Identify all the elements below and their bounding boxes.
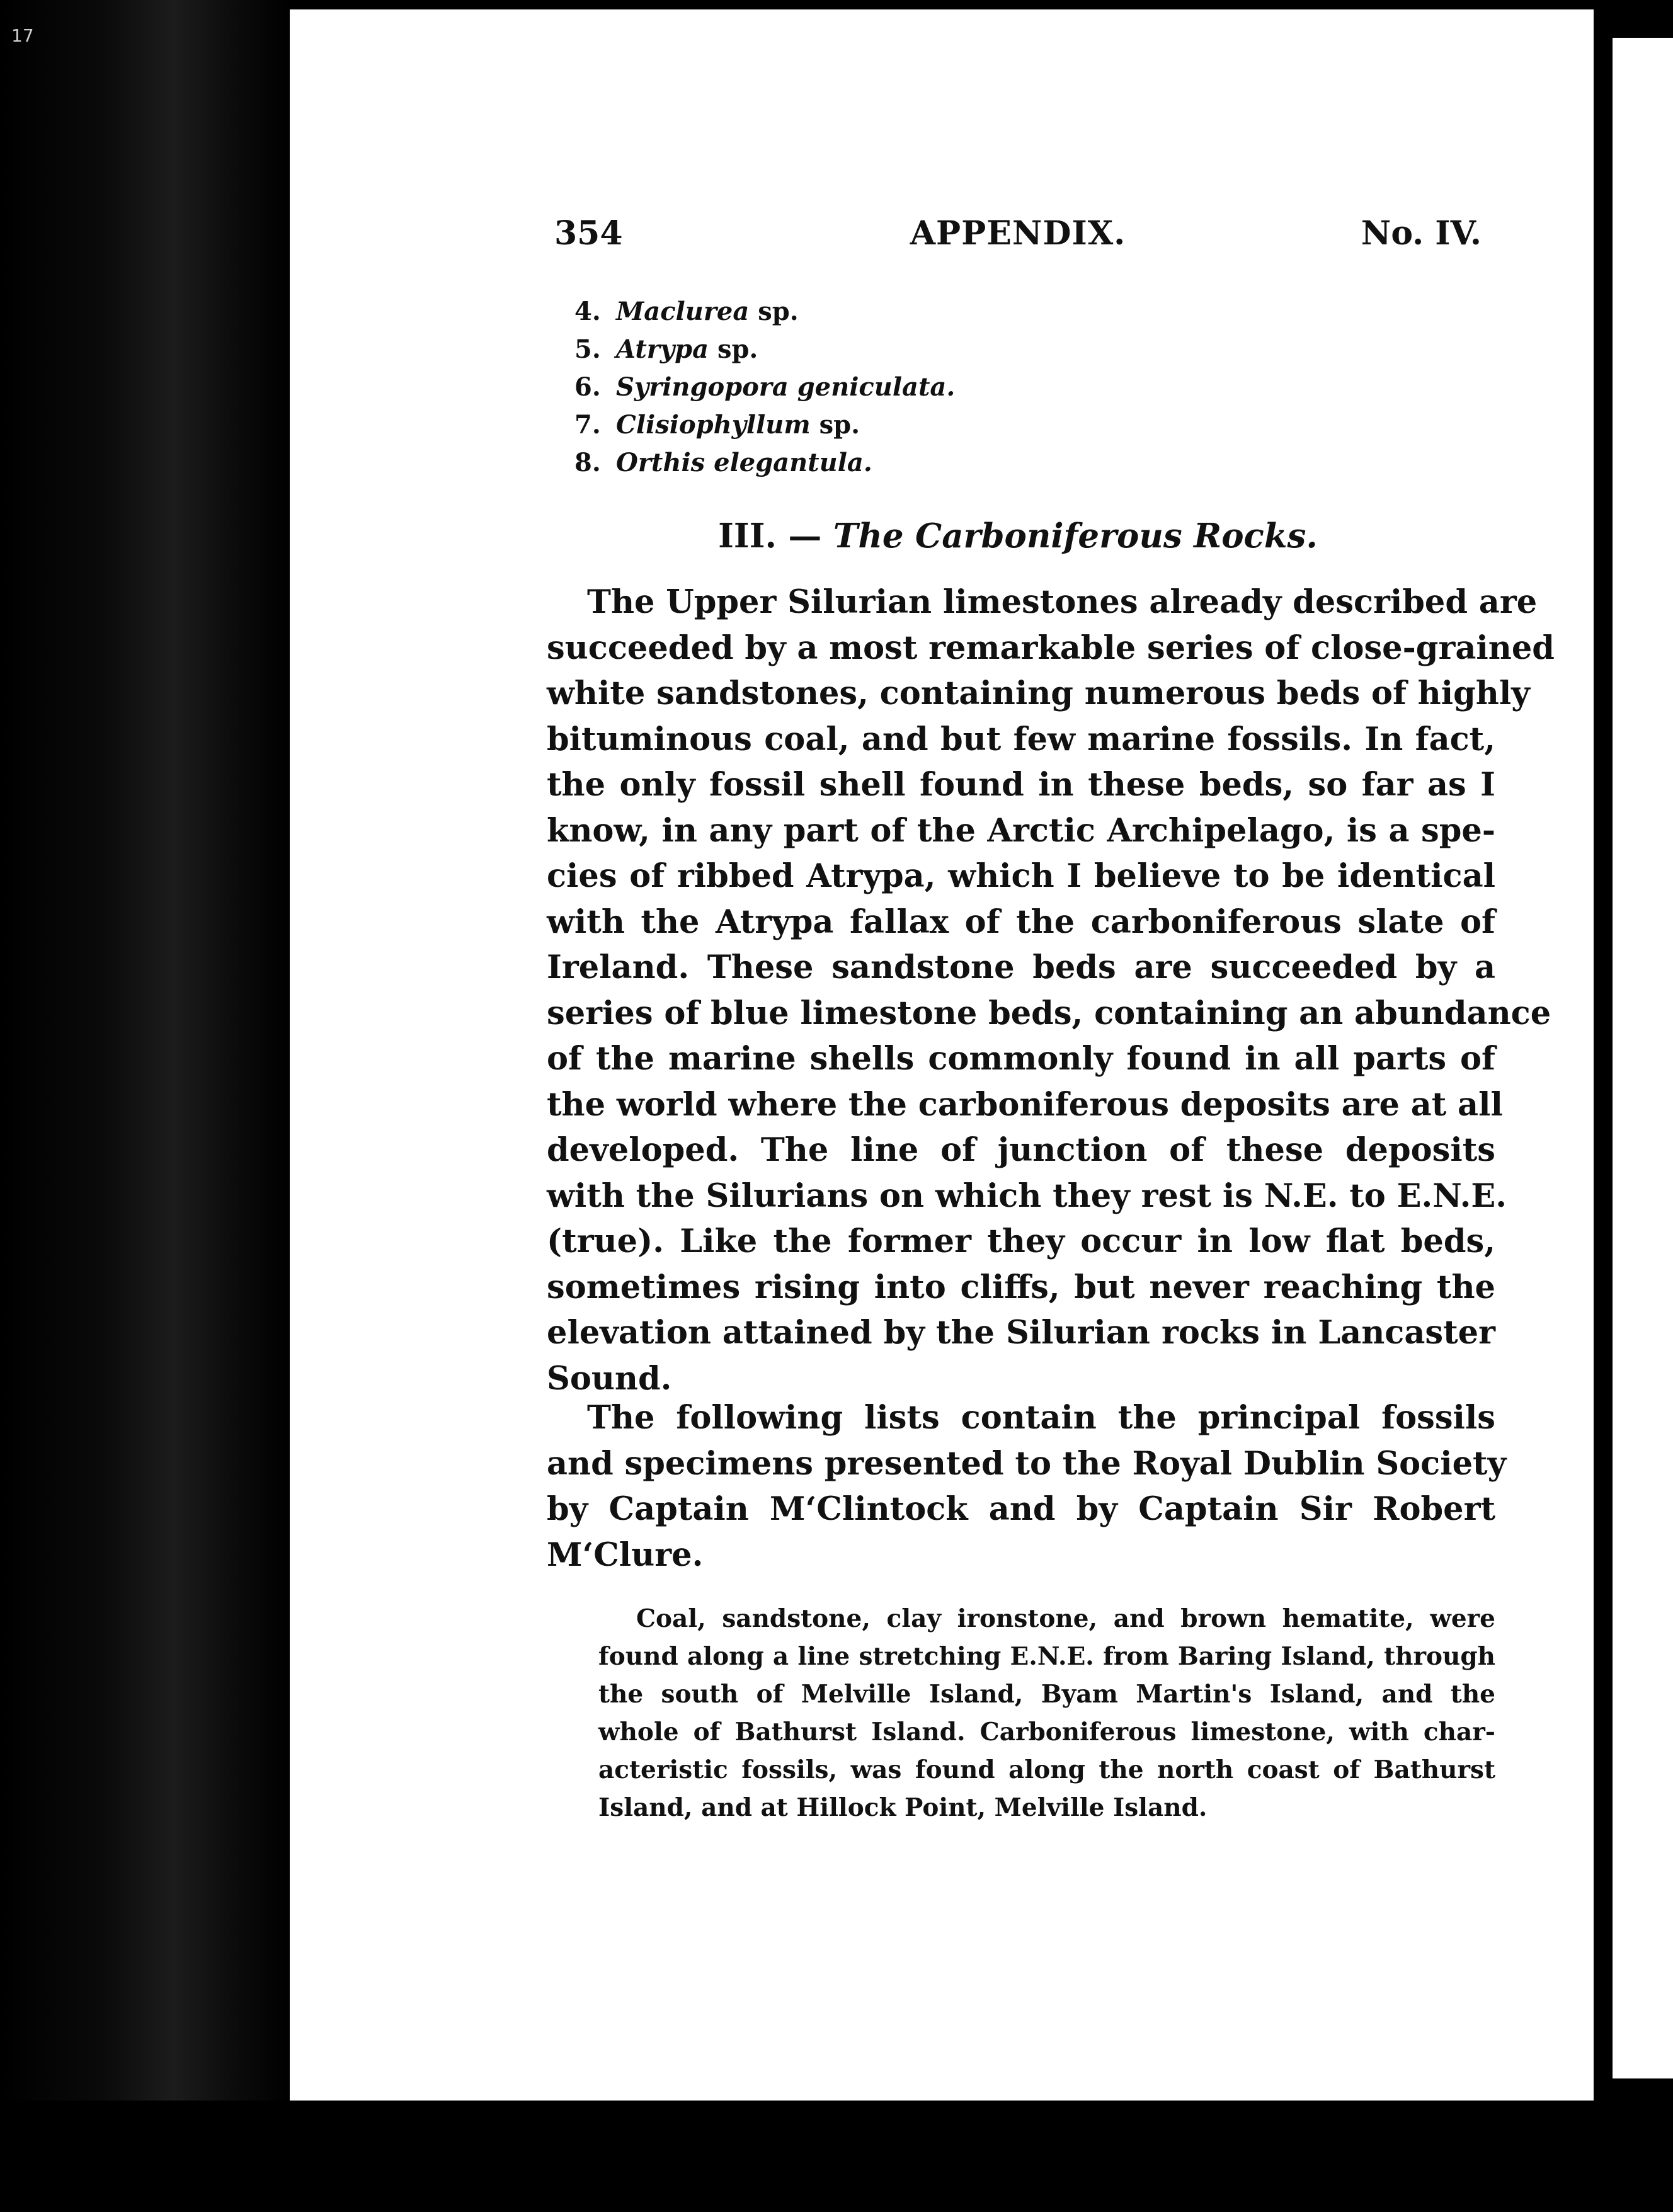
- text-line: The following lists contain the principal fossils: [587, 1399, 1495, 1437]
- text-line: (true). Like the former they occur in low flat beds,: [547, 1223, 1495, 1260]
- text-line: Sound.: [547, 1359, 672, 1398]
- paragraph-carboniferous: [547, 579, 1555, 1401]
- running-title: APPENDIX.: [910, 214, 1126, 253]
- fossil-suffix: sp.: [810, 410, 860, 440]
- text-line: succeeded by a most remarkable series of close-grained: [547, 629, 1555, 667]
- facing-page-edge: [1613, 38, 1673, 2078]
- fossil-list-item: [574, 444, 955, 482]
- fossil-list: [574, 293, 955, 482]
- note-line: Island, and at Hillock Point, Melville Island.: [598, 1793, 1208, 1822]
- note-line: whole of Bathurst Island. Carboniferous limestone, with char-: [598, 1718, 1495, 1747]
- text-line: of the marine shells commonly found in all parts of: [547, 1040, 1495, 1078]
- fossil-name: Orthis elegantula.: [616, 448, 872, 477]
- scan-bottom-border: [0, 2101, 1673, 2212]
- text-line: the world where the carboniferous deposits are at all: [547, 1085, 1503, 1124]
- section-title: The Carboniferous Rocks.: [833, 516, 1318, 556]
- fossil-number: 4.: [574, 297, 601, 326]
- fossil-name: Atrypa: [616, 334, 709, 364]
- text-line: know, in any part of the Arctic Archipelago, is a spe-: [547, 811, 1495, 850]
- fossil-list-item: [574, 331, 955, 368]
- fossil-list-item: [574, 368, 955, 406]
- fossil-number: 5.: [574, 334, 601, 364]
- fossil-number: 7.: [574, 410, 601, 440]
- appendix-number: No. IV.: [1361, 214, 1482, 253]
- book-binding: [0, 0, 290, 2212]
- note-line: found along a line stretching E.N.E. from Baring Island, through: [598, 1642, 1495, 1671]
- text-line: elevation attained by the Silurian rocks in Lancaster: [547, 1314, 1495, 1352]
- text-line: cies of ribbed Atrypa, which I believe to be identical: [547, 857, 1495, 895]
- small-print-note: [598, 1600, 1495, 1827]
- fossil-number: 8.: [574, 448, 601, 477]
- text-line: white sandstones, containing numerous beds of highly: [547, 675, 1530, 712]
- text-line: the only fossil shell found in these beds, so far as I: [547, 766, 1495, 804]
- text-line: Ireland. These sandstone beds are succeeded by a: [547, 949, 1495, 986]
- fossil-list-item: [574, 293, 955, 331]
- text-line: bituminous coal, and but few marine fossils. In fact,: [547, 720, 1495, 758]
- page-number: 354: [554, 214, 623, 253]
- running-head: [554, 214, 1482, 258]
- fossil-suffix: sp.: [749, 297, 799, 326]
- section-numeral: III. —: [718, 516, 833, 556]
- text-line: with the Silurians on which they rest is N.E. to E.N.E.: [547, 1177, 1507, 1215]
- note-line: Coal, sandstone, clay ironstone, and brown hematite, were: [636, 1604, 1495, 1633]
- text-line: developed. The line of junction of these deposits: [547, 1131, 1495, 1169]
- fossil-list-item: [574, 406, 955, 444]
- book-page: [290, 9, 1594, 2101]
- fossil-suffix: sp.: [709, 334, 758, 364]
- note-line: acteristic fossils, was found along the north coast of Bathurst: [598, 1755, 1495, 1784]
- fossil-number: 6.: [574, 372, 601, 402]
- fossil-name: Syringopora geniculata.: [616, 372, 956, 402]
- paragraph-following-lists: [547, 1395, 1507, 1578]
- text-line: and specimens presented to the Royal Dublin Society: [547, 1444, 1507, 1483]
- section-heading: [554, 516, 1482, 556]
- text-line: with the Atrypa fallax of the carboniferous slate of: [547, 903, 1495, 941]
- text-line: by Captain M‘Clintock and by Captain Sir Robert: [547, 1490, 1495, 1528]
- fossil-name: Maclurea: [616, 297, 750, 326]
- note-line: the south of Melville Island, Byam Martin's Island, and the: [598, 1680, 1495, 1709]
- text-line: series of blue limestone beds, containing an abundance: [547, 994, 1551, 1032]
- text-line: M‘Clure.: [547, 1536, 704, 1574]
- text-line: sometimes rising into cliffs, but never reaching the: [547, 1268, 1495, 1306]
- fossil-name: Clisiophyllum: [616, 410, 811, 440]
- text-line: The Upper Silurian limestones already described are: [587, 583, 1538, 621]
- binding-mark: 17: [11, 25, 34, 46]
